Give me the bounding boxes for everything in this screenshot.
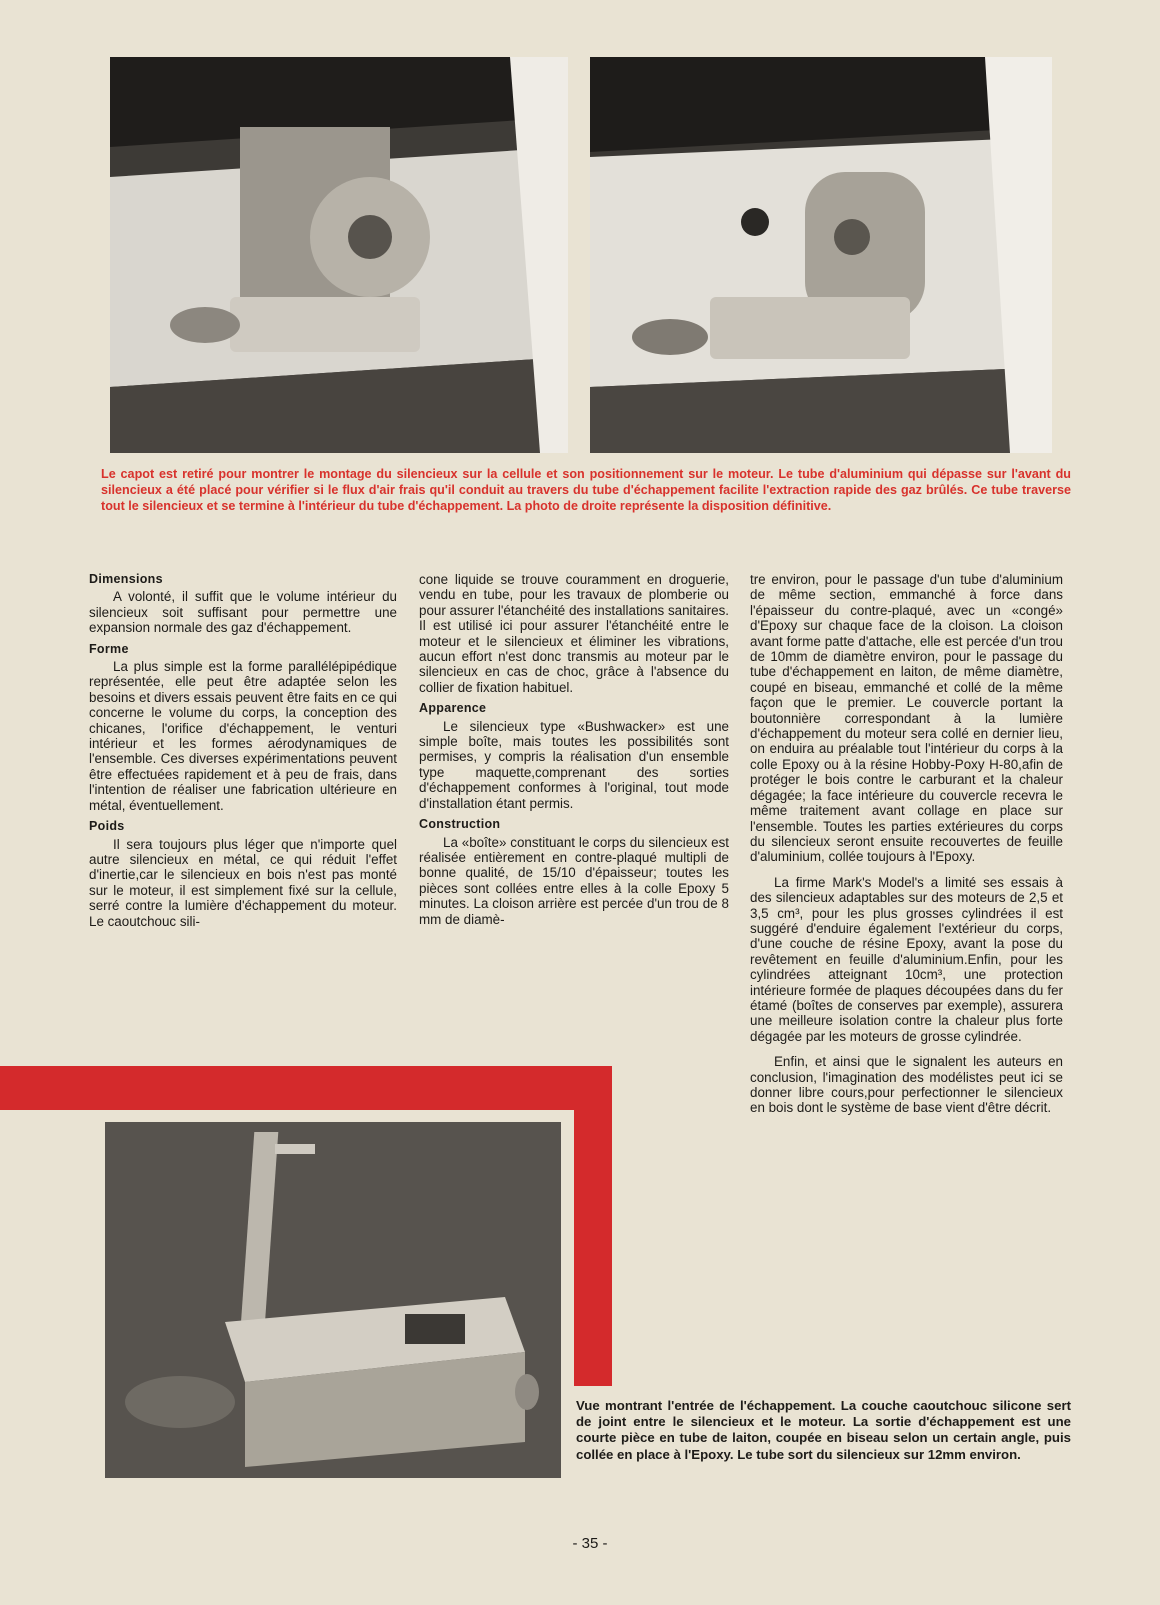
engine-cowl-removed-photo xyxy=(110,57,568,453)
red-decorative-bar-vertical xyxy=(574,1066,612,1386)
construction-paragraph-continued: tre environ, pour le passage d'un tube d'aluminium de même section, emmanché à force dans l'épaisseur du contre-plaqué, avec un «congé» d'Epoxy sur chaque face de la cloison. La cloison avant forme patte d'attache, elle est percée d'un trou de 10mm de diamètre environ, pour le passage du tube d'échappement en laiton, de même diamètre, coupé en biseau, emmanché et collé de la même façon que le premier. Le couvercle portant la boutonnière correspondant à la lumière d'échappement du moteur sera collé en dernier lieu, on enduira au préalable tout l'intérieur du corps à la colle Epoxy ou à la résine Hobby-Poxy H-80,afin de protéger le bois contre le carburant et la chaleur dégagée; la face intérieure du couvercle recevra le même traitement avant collage en place sur l'ensemble. Toutes les parties extérieures du corps du silencieux seront ensuite recouvertes de feuille d'aluminium, collée toujours à l'Epoxy. xyxy=(750,572,1063,865)
article-column-1 xyxy=(89,572,397,931)
limite-paragraph: La firme Mark's Model's a limité ses essais à des silencieux adaptables sur des moteurs de 2,5 et 3,5 cm³, pour les plus grosses cylindrées il est suggéré d'enduire également l'extérieur du corps, d'une couche de résine Epoxy, avant la pose du revêtement en feuille d'aluminium.Enfin, pour les cylindrées atteignant 10cm³, une protection intérieure formée de plaques découpées dans du fer étamé (boîtes de conserves par exemple), assurera une meilleure isolation contre la chaleur plus forte dégagée par les moteurs de grosse cylindrée. xyxy=(750,874,1063,1044)
construction-paragraph: La «boîte» constituant le corps du silencieux est réalisée entièrement en contre-plaqué multipli de bonne qualité, de 15/10 d'épaisseur; toutes les pièces sont collées entre elles à la colle Epoxy 5 minutes. La cloison arrière est percée d'un trou de 8 mm de diamè- xyxy=(419,834,729,927)
top-photo-caption: Le capot est retiré pour montrer le montage du silencieux sur la cellule et son positionnement sur le moteur. Le tube d'aluminium qui dépasse sur l'avant du silencieux a été placé pour vérifier si le flux d'air frais qu'il conduit au travers du tube d'échappement facilite l'extraction rapide des gaz brûlés. Ce tube traverse tout le silencieux et se termine à l'intérieur du tube d'échappement. La photo de droite représente la disposition définitive. xyxy=(101,467,1071,513)
dimensions-paragraph: A volonté, il suffit que le volume intérieur du silencieux soit suffisant pour permettre une expansion normale des gaz d'échappement. xyxy=(89,589,397,636)
section-title-construction: Construction xyxy=(419,817,501,832)
section-title-apparence: Apparence xyxy=(419,701,487,716)
page-number: - 35 - xyxy=(572,1535,608,1552)
article-column-2 xyxy=(419,572,729,929)
wooden-muffler-photo xyxy=(105,1122,561,1478)
red-decorative-bar xyxy=(0,1066,612,1110)
poids-paragraph-continued: cone liquide se trouve couramment en droguerie, vendu en tube, pour les travaux de plomberie ou pour assurer l'étanchéité des installations sanitaires. Il est utilisé ici pour assurer l'étanchéité entre le moteur et le silencieux et éliminer les vibrations, aucun effort n'est donc transmis au moteur par le silencieux en cas de choc, grâce à l'absence du collier de fixation habituel. xyxy=(419,572,729,695)
forme-paragraph: La plus simple est la forme parallélépipédique représentée, elle peut être adaptée selon les besoins et divers essais peuvent être faits en ce qui concerne le volume du corps, la conception des chicanes, l'orifice d'échappement, le venturi intérieur et les formes aérodynamiques de l'ensemble. Ces diverses expérimentations peuvent être effectuées rapidement et à peu de frais, dans l'intention de réaliser une fabrication ultérieure en métal, éventuellement. xyxy=(89,659,397,813)
section-title-dimensions: Dimensions xyxy=(89,572,163,586)
conclusion-paragraph: Enfin, et ainsi que le signalent les auteurs en conclusion, l'imagination des modélistes peut ici se donner libre cours,pour perfectionner le silencieux en bois dont le système de base vient d'être décrit. xyxy=(750,1054,1063,1116)
apparence-paragraph: Le silencieux type «Bushwacker» est une simple boîte, mais toutes les possibilités sont permises, y compris la réalisation d'un ensemble type maquette,comprenant des sorties d'échappement conformes à l'original, tout mode d'installation étant permis. xyxy=(419,718,729,811)
section-title-poids: Poids xyxy=(89,819,125,834)
engine-final-installation-photo xyxy=(590,57,1052,453)
bottom-photo-caption: Vue montrant l'entrée de l'échappement. La couche caoutchouc silicone sert de joint entre le silencieux et le moteur. La sortie d'échappement est une courte pièce en tube de laiton, coupée en biseau selon un certain angle, puis collée en place à l'Epoxy. Le tube sort du silencieux sur 12mm environ. xyxy=(576,1398,1071,1462)
article-column-3 xyxy=(750,572,1063,1118)
poids-paragraph: Il sera toujours plus léger que n'importe quel autre silencieux en métal, ce qui réduit l'effet d'inertie,car le silencieux en bois n'est pas monté sur le moteur, il est simplement fixé sur la cellule, serré contre la lumière d'échappement du moteur. Le caoutchouc sili- xyxy=(89,836,397,929)
section-title-forme: Forme xyxy=(89,641,129,656)
